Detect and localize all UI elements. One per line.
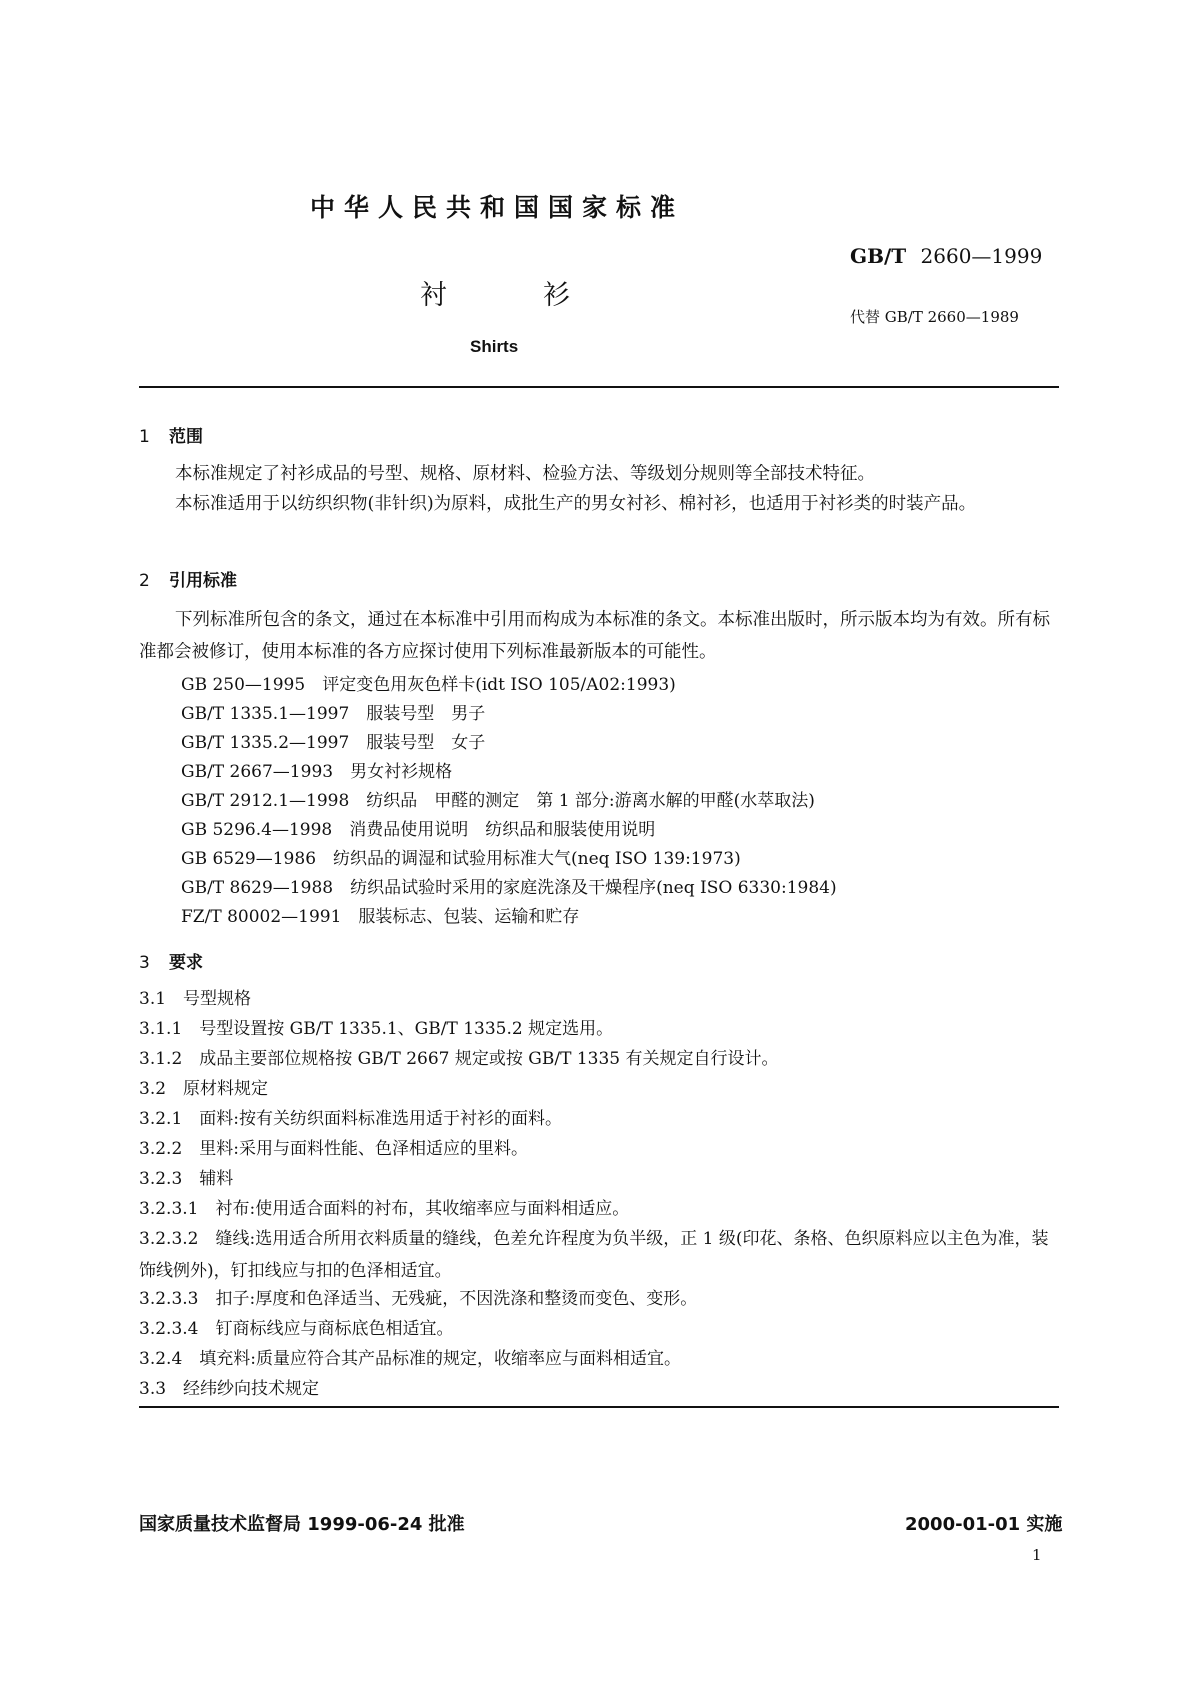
requirement-item: 3.2.3.1 衬布:使用适合面料的衬布，其收缩率应与面料相适应。 (139, 1199, 630, 1219)
requirement-item: 3.1.1 号型设置按 GB/T 1335.1、GB/T 1335.2 规定选用。 (139, 1019, 614, 1039)
requirement-item: 3.2.3.3 扣子:厚度和色泽适当、无残疵，不因洗涤和整烫而变色、变形。 (139, 1289, 698, 1309)
section-title: 要求 (169, 953, 203, 973)
section-3-heading (139, 948, 203, 973)
requirement-item: 3.2.2 里料:采用与面料性能、色泽相适应的里料。 (139, 1139, 528, 1159)
header-divider (139, 386, 1059, 388)
section-1-paragraph-1: 本标准规定了衬衫成品的号型、规格、原材料、检验方法、等级划分规则等全部技术特征。 (175, 464, 875, 484)
section-number: 1 (139, 427, 150, 447)
requirement-item: 3.2.1 面料:按有关纺织面料标准选用适于衬衫的面料。 (139, 1109, 562, 1129)
reference-item: GB/T 8629—1988 纺织品试验时采用的家庭洗涤及干燥程序(neq ISO 6330:1984) (181, 878, 837, 898)
section-title: 引用标准 (169, 571, 237, 591)
english-title: Shirts (470, 337, 519, 356)
section-1-heading (139, 422, 203, 447)
requirement-item: 3.2.3.4 钉商标线应与商标底色相适宜。 (139, 1319, 454, 1339)
requirement-item: 3.1 号型规格 (139, 989, 252, 1009)
approval-line: 国家质量技术监督局 1999-06-24 批准 (139, 1514, 465, 1535)
section-1-paragraph-2: 本标准适用于以纺织织物(非针织)为原料，成批生产的男女衬衫、棉衬衫，也适用于衬衫类的时装产品。 (175, 494, 977, 514)
reference-item: GB 6529—1986 纺织品的调湿和试验用标准大气(neq ISO 139:1973) (181, 849, 741, 869)
requirement-item: 3.2.3 辅料 (139, 1169, 234, 1189)
section-number: 3 (139, 953, 150, 973)
requirement-item: 3.2 原材料规定 (139, 1079, 269, 1099)
section-2-intro: 下列标准所包含的条文，通过在本标准中引用而构成为本标准的条文。本标准出版时，所示版本均为有效。所有标准都会被修订，使用本标准的各方应探讨使用下列标准最新版本的可能性。 (139, 610, 1050, 662)
code-number: 2660—1999 (920, 244, 1043, 268)
section-number: 2 (139, 571, 150, 591)
national-standard-heading: 中华人民共和国国家标准 (310, 193, 685, 222)
replaces-note: 代替 GB/T 2660—1989 (850, 308, 1019, 326)
section-title: 范围 (169, 427, 203, 447)
reference-item: GB/T 2912.1—1998 纺织品 甲醛的测定 第 1 部分:游离水解的甲醛(水萃取法) (181, 791, 815, 811)
reference-item: FZ/T 80002—1991 服装标志、包装、运输和贮存 (181, 907, 580, 927)
requirement-item: 3.1.2 成品主要部位规格按 GB/T 2667 规定或按 GB/T 1335 有关规定自行设计。 (139, 1049, 779, 1069)
title-char-2: 衫 (543, 280, 570, 311)
standard-code (850, 244, 1042, 268)
footer-divider (139, 1406, 1059, 1408)
requirement-item: 3.2.3.2 缝线:选用适合所用衣料质量的缝线，色差允许程度为负半级，正 1 级(印花、条格、色织原料应以主色为准，装饰线例外)，钉扣线应与扣的色泽相适宜。 (139, 1229, 1049, 1281)
requirement-item: 3.2.4 填充料:质量应符合其产品标准的规定，收缩率应与面料相适宜。 (139, 1349, 681, 1369)
page-number: 1 (1032, 1546, 1042, 1564)
requirement-item: 3.3 经纬纱向技术规定 (139, 1379, 320, 1399)
reference-item: GB 250—1995 评定变色用灰色样卡(idt ISO 105/A02:1993) (181, 675, 676, 695)
reference-item: GB/T 2667—1993 男女衬衫规格 (181, 762, 453, 782)
section-2-heading (139, 566, 237, 591)
effective-date: 2000-01-01 实施 (905, 1514, 1063, 1535)
document-title (420, 273, 570, 312)
reference-item: GB 5296.4—1998 消费品使用说明 纺织品和服装使用说明 (181, 820, 656, 840)
reference-item: GB/T 1335.1—1997 服装号型 男子 (181, 704, 486, 724)
code-prefix: GB/T (850, 244, 907, 268)
title-char-1: 衬 (420, 280, 447, 311)
reference-item: GB/T 1335.2—1997 服装号型 女子 (181, 733, 486, 753)
